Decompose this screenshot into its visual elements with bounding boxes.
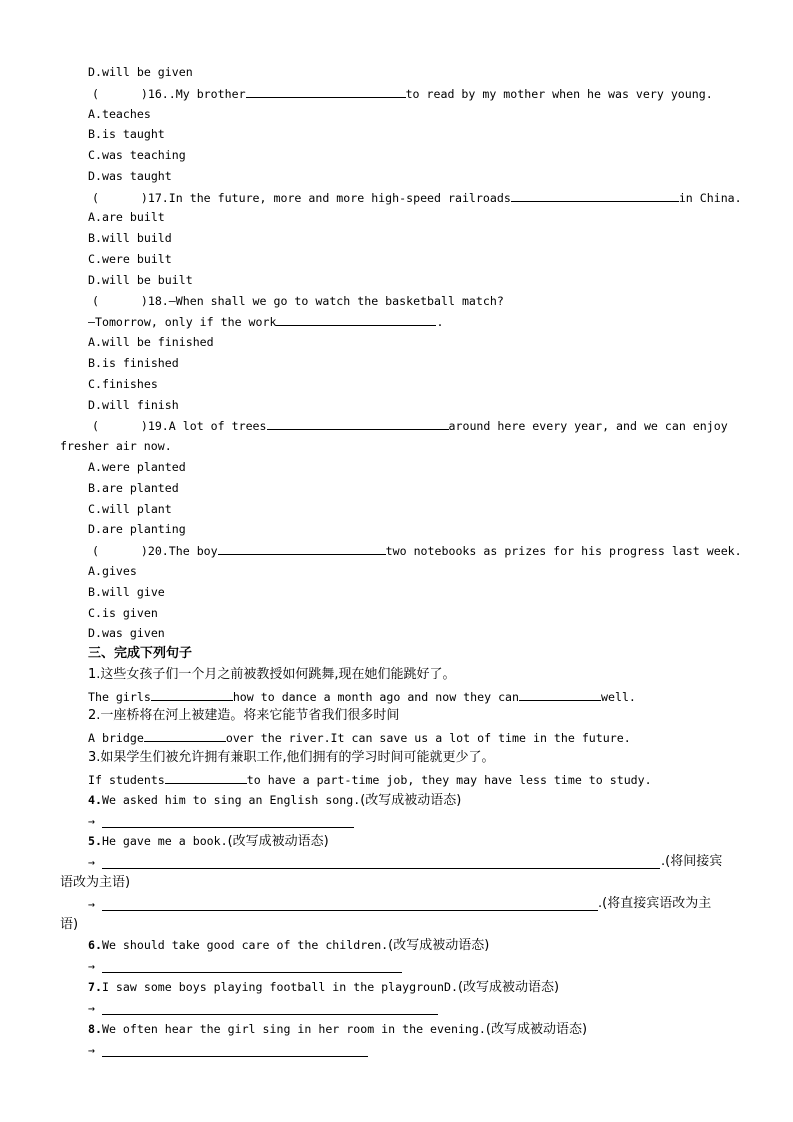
- sentence-2-english: A bridge over the river.It can save us a lot of time in the future.: [88, 731, 631, 745]
- answer-blank[interactable]: [519, 688, 601, 701]
- option-c: C.finishes: [88, 377, 158, 391]
- answer-blank[interactable]: [511, 189, 679, 202]
- arrow-icon: →: [88, 1043, 95, 1057]
- instruction-note: .(将间接宾: [661, 854, 723, 869]
- question-19-continuation: fresher air now.: [60, 439, 172, 453]
- answer-blank[interactable]: [246, 85, 406, 98]
- answer-line[interactable]: [102, 1056, 368, 1057]
- option-d: D.was taught: [88, 169, 172, 183]
- question-19: [92, 417, 728, 434]
- section-title: 三、完成下列句子: [88, 646, 193, 661]
- rewrite-question-7: 7.I saw some boys playing football in the playgrounD.(改写成被动语态): [88, 980, 560, 995]
- option-b: B.will give: [88, 585, 165, 599]
- option-a: A.will be finished: [88, 335, 214, 349]
- sentence-2-chinese: 2.一座桥将在河上被建造。将来它能节省我们很多时间: [88, 708, 400, 723]
- answer-blank[interactable]: [267, 417, 449, 430]
- rewrite-question-6: 6.We should take good care of the children.(改写成被动语态): [88, 938, 490, 953]
- option-d: D.are planting: [88, 522, 186, 536]
- question-stem: 16..My brother: [147, 87, 246, 101]
- question-stem: 17.In the future, more and more high-speed railroads: [147, 191, 511, 205]
- instruction-note: 语): [60, 917, 79, 932]
- option-c: C.is given: [88, 606, 158, 620]
- option-a: A.gives: [88, 564, 137, 578]
- answer-paren[interactable]: ( ): [92, 544, 148, 558]
- sentence-1-chinese: 1.这些女孩子们一个月之前被教授如何跳舞,现在她们能跳好了。: [88, 667, 456, 682]
- option-a: A.were planted: [88, 460, 186, 474]
- arrow-icon: →: [88, 897, 95, 911]
- option-text: D.will be given: [88, 65, 193, 79]
- answer-paren[interactable]: ( ): [92, 419, 148, 433]
- question-16: [92, 85, 713, 102]
- sentence-1-english: The girls how to dance a month ago and now they can well.: [88, 690, 636, 704]
- question-stem-end: in China.: [678, 191, 742, 205]
- option-a: A.teaches: [88, 107, 151, 121]
- question-18: [92, 293, 504, 309]
- instruction-note: .(将直接宾语改为主: [598, 896, 712, 911]
- answer-line[interactable]: [102, 910, 598, 911]
- sentence-3-chinese: 3.如果学生们被允许拥有兼职工作,他们拥有的学习时间可能就更少了。: [88, 750, 495, 765]
- rewrite-question-8: 8.We often hear the girl sing in her room in the evening.(改写成被动语态): [88, 1022, 588, 1037]
- answer-blank[interactable]: [144, 729, 226, 742]
- arrow-icon: →: [88, 814, 95, 828]
- option-c: C.will plant: [88, 502, 172, 516]
- option-c: C.were built: [88, 252, 172, 266]
- answer-blank[interactable]: [151, 688, 233, 701]
- option-b: B.is finished: [88, 356, 179, 370]
- question-stem: 18.—When shall we go to watch the basketball match?: [147, 294, 504, 308]
- answer-line[interactable]: [102, 868, 660, 869]
- option-a: A.are built: [88, 210, 165, 224]
- option-d: D.was given: [88, 626, 165, 640]
- instruction-note: 语改为主语): [60, 875, 131, 890]
- question-stem: 20.The boy: [147, 544, 218, 558]
- option-b: B.are planted: [88, 481, 179, 495]
- option-b: B.will build: [88, 231, 172, 245]
- answer-paren[interactable]: ( ): [92, 87, 148, 101]
- answer-paren[interactable]: ( ): [92, 191, 148, 205]
- question-20: [92, 542, 742, 559]
- question-stem: 19.A lot of trees: [147, 419, 267, 433]
- arrow-icon: →: [88, 1001, 95, 1015]
- option-b: B.is taught: [88, 127, 165, 141]
- rewrite-question-4: 4.We asked him to sing an English song.(改写成被动语态): [88, 793, 462, 808]
- question-stem-end: around here every year, and we can enjoy: [448, 419, 728, 433]
- rewrite-question-5: 5.He gave me a book.(改写成被动语态): [88, 834, 329, 849]
- question-17: [92, 189, 742, 206]
- answer-blank[interactable]: [276, 313, 436, 326]
- question-18-response: —Tomorrow, only if the work .: [88, 315, 444, 329]
- question-stem-end: to read by my mother when he was very young.: [405, 87, 713, 101]
- answer-line[interactable]: [102, 972, 402, 973]
- sentence-3-english: If students to have a part-time job, they may have less time to study.: [88, 773, 652, 787]
- answer-line[interactable]: [102, 1014, 438, 1015]
- option-c: C.was teaching: [88, 148, 186, 162]
- arrow-icon: →: [88, 855, 95, 869]
- option-d: D.will finish: [88, 398, 179, 412]
- option-d: D.will be built: [88, 273, 193, 287]
- answer-blank[interactable]: [218, 542, 386, 555]
- question-stem-end: two notebooks as prizes for his progress last week.: [385, 544, 742, 558]
- arrow-icon: →: [88, 959, 95, 973]
- answer-paren[interactable]: ( ): [92, 294, 148, 308]
- answer-blank[interactable]: [165, 771, 247, 784]
- answer-line[interactable]: [102, 827, 354, 828]
